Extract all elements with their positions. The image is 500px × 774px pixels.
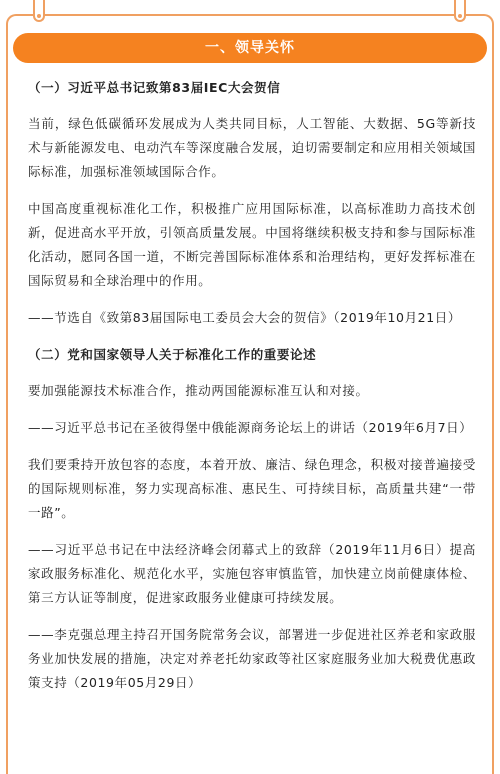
paragraph: 要加强能源技术标准合作，推动两国能源标准互认和对接。 bbox=[28, 383, 369, 398]
subsection-heading-2: （二）党和国家领导人关于标准化工作的重要论述 bbox=[28, 347, 317, 362]
section-header: 一、领导关怀 bbox=[13, 33, 487, 63]
source-citation: ——李克强总理主持召开国务院常务会议，部署进一步促进社区养老和家政服务业加快发展的措施，决定对养老托幼家政等社区家庭服务业加大税费优惠政策支持（2019年05月29日） bbox=[28, 627, 476, 690]
source-citation: ——习近平总书记在中法经济峰会闭幕式上的致辞（2019年11月6日）提高家政服务标准化、规范化水平，实施包容审慎监管，加快建立岗前健康体检、第三方认证等制度，促进家政服务业健康可持续发展。 bbox=[28, 542, 476, 605]
paragraph: 我们要秉持开放包容的态度，本着开放、廉洁、绿色理念，积极对接普遍接受的国际规则标准，努力实现高标准、惠民生、可持续目标，高质量共建“一带一路”。 bbox=[28, 457, 476, 520]
frame-hook-left bbox=[33, 0, 45, 22]
subsection-heading-1: （一）习近平总书记致第83届IEC大会贺信 bbox=[28, 80, 281, 95]
frame-hook-right bbox=[454, 0, 466, 22]
paragraph: 中国高度重视标准化工作，积极推广应用国际标准，以高标准助力高技术创新，促进高水平开放，引领高质量发展。中国将继续积极支持和参与国际标准化活动，愿同各国一道，不断完善国际标准体系和治理结构，更好发挥标准在国际贸易和全球治理中的作用。 bbox=[28, 201, 476, 288]
paragraph: 当前，绿色低碳循环发展成为人类共同目标，人工智能、大数据、5G等新技术与新能源发电、电动汽车等深度融合发展，迫切需要制定和应用相关领域国际标准，加强标准领域国际合作。 bbox=[28, 116, 476, 179]
article-body bbox=[28, 76, 476, 708]
source-citation: ——习近平总书记在圣彼得堡中俄能源商务论坛上的讲话（2019年6月7日） bbox=[28, 420, 473, 435]
source-citation: ——节选自《致第83届国际电工委员会大会的贺信》（2019年10月21日） bbox=[28, 310, 461, 325]
